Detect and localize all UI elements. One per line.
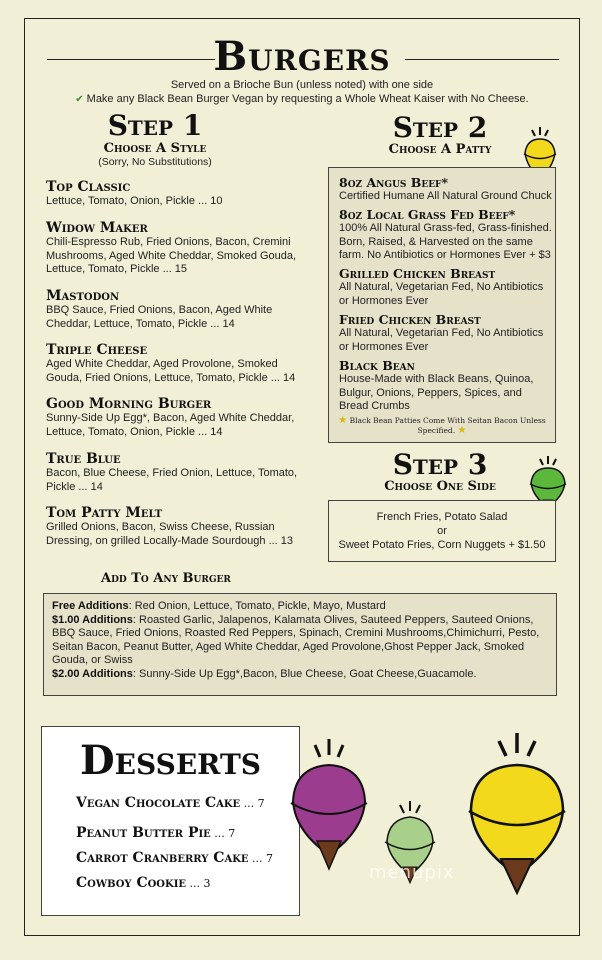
patty-item — [339, 267, 554, 308]
burger-name: True Blue — [46, 451, 121, 467]
free-additions-text: : Red Onion, Lettuce, Tomato, Pickle, Mayo, Mustard — [128, 600, 386, 612]
patty-desc: All Natural, Vegetarian Fed, No Antibiotics or Hormones Ever — [339, 327, 544, 353]
step3-subtitle: Choose One Side — [384, 479, 496, 494]
patty-desc: Certified Humane All Natural Ground Chuck — [339, 190, 552, 202]
burger-desc: Grilled Onions, Bacon, Swiss Cheese, Russian Dressing, on grilled Locally-Made Sourdough ... 13 — [46, 521, 294, 547]
step2-title: Step 2 — [392, 111, 488, 144]
patty-item — [339, 313, 554, 354]
one-dollar-label: $1.00 Additions — [52, 613, 133, 626]
vegan-note — [25, 93, 579, 105]
menu-page — [24, 18, 580, 936]
dessert-name: Cowboy Cookie — [76, 875, 187, 891]
dessert-price: ... 3 — [186, 877, 211, 890]
burger-name: Mastodon — [46, 288, 120, 304]
side-option: Sweet Potato Fries, Corn Nuggets + $1.50 — [338, 539, 546, 551]
two-dollar-label: $2.00 Additions — [52, 667, 133, 680]
desserts-box — [41, 726, 300, 916]
side-or: or — [437, 525, 447, 537]
patty-name: 8oz Angus Beef* — [339, 175, 448, 190]
sides-box — [328, 500, 556, 562]
patty-item — [339, 208, 554, 263]
burger-name: Top Classic — [46, 179, 131, 195]
step2-subtitle: Choose A Patty — [388, 142, 492, 157]
free-additions — [52, 600, 548, 614]
one-dollar-additions — [52, 614, 548, 668]
step1-title: Step 1 — [107, 109, 203, 142]
burgers-header — [25, 33, 579, 80]
burger-desc: Sunny-Side Up Egg*, Bacon, Aged White Cheddar, Lettuce, Tomato, Onion, Pickle ... 14 — [46, 412, 295, 438]
burger-item — [46, 179, 306, 209]
spinning-top-icon — [283, 733, 375, 873]
patty-name: 8oz Local Grass Fed Beef* — [339, 207, 516, 222]
burger-item — [46, 220, 306, 277]
patty-name: Black Bean — [339, 358, 415, 373]
burger-desc: Lettuce, Tomato, Onion, Pickle ... 10 — [46, 195, 223, 207]
dessert-price: ... 7 — [240, 797, 265, 810]
patty-desc: 100% All Natural Grass-fed, Grass-finished. Born, Raised, & Harvested on the same farm. No Antibiotics or Hormones Ever + $3 — [339, 222, 552, 261]
burger-name: Widow Maker — [46, 220, 148, 236]
additions-title: Add To Any Burger — [101, 571, 231, 586]
dessert-item — [76, 850, 273, 866]
black-bean-note — [335, 416, 549, 436]
dessert-name: Peanut Butter Pie — [76, 825, 211, 841]
burger-item — [46, 505, 306, 548]
dessert-item — [76, 875, 211, 891]
dessert-price: ... 7 — [248, 852, 274, 865]
bun-note: Served on a Brioche Bun (unless noted) with one side — [170, 79, 434, 91]
black-bean-note-text: Black Bean Patties Come With Seitan Bacon Unless Specified. — [349, 416, 546, 435]
burger-desc: Aged White Cheddar, Aged Provolone, Smoked Gouda, Fried Onions, Lettuce, Tomato, Pickle ... 14 — [46, 358, 296, 384]
burger-name: Triple Cheese — [46, 342, 148, 358]
desserts-title: Desserts — [79, 737, 262, 784]
patty-box — [328, 167, 556, 443]
patty-desc: All Natural, Vegetarian Fed, No Antibiotics or Hormones Ever — [339, 281, 544, 307]
dessert-price: ... 7 — [210, 827, 236, 840]
step1-subtitle: Choose A Style — [103, 141, 207, 156]
burger-item — [46, 396, 306, 439]
vegan-note-text: Make any Black Bean Burger Vegan by requesting a Whole Wheat Kaiser with No Cheese. — [86, 93, 529, 105]
star-icon: ★ — [338, 415, 348, 426]
check-icon: ✔ — [75, 94, 84, 105]
burger-desc: Bacon, Blue Cheese, Fried Onion, Lettuce, Tomato, Pickle ... 14 — [46, 467, 298, 493]
additions-box — [43, 593, 557, 696]
dessert-item — [76, 795, 265, 811]
two-dollar-additions — [52, 668, 548, 682]
watermark: menupix — [369, 862, 455, 883]
two-dollar-text: : Sunny-Side Up Egg*,Bacon, Blue Cheese, Goat Cheese,Guacamole. — [132, 667, 477, 680]
spinning-top-icon — [461, 727, 573, 897]
burger-name: Tom Patty Melt — [46, 505, 163, 521]
burger-desc: Chili-Espresso Rub, Fried Onions, Bacon, Cremini Mushrooms, Aged White Cheddar, Smoked Gouda, Lettuce, Tomato, Pickle ... 15 — [46, 236, 297, 275]
patty-name: Grilled Chicken Breast — [339, 266, 496, 281]
burger-item — [46, 342, 306, 385]
star-icon: ★ — [457, 425, 467, 436]
burger-item — [46, 288, 306, 331]
patty-item — [339, 176, 554, 204]
patty-name: Fried Chicken Breast — [339, 312, 481, 327]
free-additions-label: Free Additions — [52, 600, 129, 612]
dessert-name: Vegan Chocolate Cake — [76, 795, 241, 811]
patty-item — [339, 359, 554, 414]
burger-desc: BBQ Sauce, Fried Onions, Bacon, Aged White Cheddar, Lettuce, Tomato, Pickle ... 14 — [46, 304, 273, 330]
dessert-item — [76, 825, 235, 841]
step1-note: (Sorry, No Substitutions) — [98, 156, 212, 168]
one-dollar-text: : Roasted Garlic, Jalapenos, Kalamata Olives, Sauteed Peppers, Sauteed Onions, BBQ Sauce, Fried Onions, Roasted Red Peppers, Spinach, Cremini Mushrooms,Chimichurri, Pesto, Seitan Bacon, Peanut Butter, Aged White Cheddar, Aged Provolone,Ghost Pepper Jack, Smoked Gouda, or Swiss — [52, 613, 540, 667]
burger-name: Good Morning Burger — [46, 396, 212, 412]
burger-item — [46, 451, 306, 494]
patty-desc: House-Made with Black Beans, Quinoa, Bulgur, Onions, Peppers, Spices, and Bread Crumbs — [339, 373, 534, 412]
dessert-name: Carrot Cranberry Cake — [76, 850, 249, 866]
page-title: Burgers — [213, 33, 391, 80]
side-option: French Fries, Potato Salad — [376, 511, 508, 523]
step3-title: Step 3 — [392, 448, 488, 481]
